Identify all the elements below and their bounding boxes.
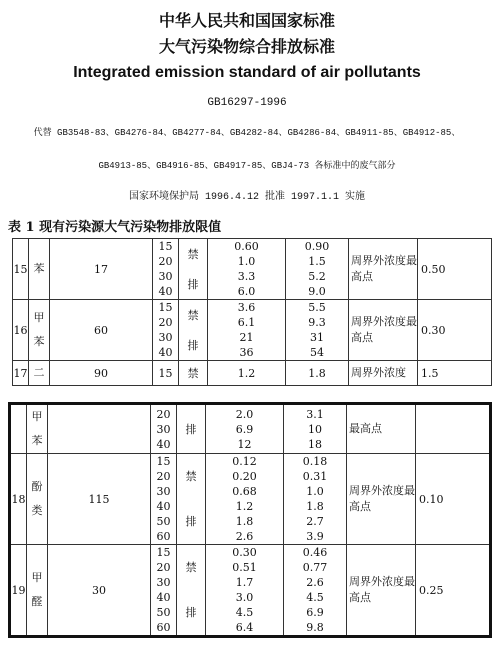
pollutant-name <box>29 300 50 361</box>
rate-value-1-value: 6.0 <box>237 285 256 298</box>
stack-height-value: 60 <box>156 530 171 543</box>
pollutant-name <box>27 545 48 637</box>
rate-value-1-value: 1.0 <box>237 255 256 268</box>
stack-height-value: 40 <box>158 346 173 359</box>
stack-height-value: 30 <box>158 270 173 283</box>
rate-value-1-value: 0.51 <box>232 561 257 574</box>
prohibited-mark <box>177 454 206 545</box>
stack-height-value: 15 <box>158 301 173 314</box>
prohibited-char: 禁 <box>187 366 199 380</box>
rate-value-2-value: 54 <box>310 346 324 359</box>
stack-height-value: 20 <box>156 561 171 574</box>
stack-height <box>151 545 177 637</box>
row-number: 16 <box>13 300 29 361</box>
stack-height-value: 40 <box>156 437 171 451</box>
stack-height <box>153 300 179 361</box>
monitoring-point: 周界外浓度最高点 <box>347 545 416 637</box>
replaces-line-1: 代替 GB3548-83、GB4276-84、GB4277-84、GB4282-84、GB4286-84、GB4911-85、GB4912-85、 <box>33 128 461 138</box>
rate-value-2-value: 2.6 <box>306 576 324 589</box>
stack-height-value: 20 <box>158 255 173 268</box>
rate-value-1-value: 6.1 <box>237 316 256 329</box>
rate-value-1 <box>206 454 284 545</box>
emission-value <box>48 404 151 454</box>
rate-value-2-value: 10 <box>308 422 322 436</box>
rate-value-2-value: 9.3 <box>308 316 326 329</box>
concentration-limit: 0.30 <box>418 300 492 361</box>
prohibited-char: 排 <box>187 277 199 291</box>
rate-value-2 <box>284 454 347 545</box>
stack-height-value: 20 <box>158 316 173 329</box>
prohibited-char: 排 <box>185 515 197 528</box>
stack-height-value: 40 <box>156 591 171 604</box>
prohibited-mark <box>179 239 208 300</box>
stack-height-value: 30 <box>156 576 171 589</box>
monitoring-point: 最高点 <box>347 404 416 454</box>
rate-value-1-value: 0.20 <box>232 470 257 483</box>
prohibited-mark <box>179 361 208 386</box>
stack-height-value: 40 <box>156 500 171 513</box>
emission-table-lower <box>8 402 492 638</box>
emission-value: 115 <box>48 454 151 545</box>
rate-value-1-value: 12 <box>237 437 252 451</box>
rate-value-1-value: 1.8 <box>235 515 254 528</box>
row-number: 17 <box>13 361 29 386</box>
monitoring-point: 周界外浓度 <box>349 361 418 386</box>
rate-value-2-value: 3.9 <box>306 530 324 543</box>
pollutant-name-char: 类 <box>31 504 43 517</box>
rate-value-2-value: 3.1 <box>306 407 324 421</box>
pollutant-name <box>29 239 50 300</box>
rate-value-1-value: 4.5 <box>235 606 254 619</box>
rate-value-2-value: 18 <box>308 437 322 451</box>
concentration-limit: 0.10 <box>416 454 491 545</box>
stack-height-value: 15 <box>156 455 171 468</box>
concentration-limit: 0.50 <box>418 239 492 300</box>
rate-value-1-value: 6.9 <box>235 422 254 436</box>
pollutant-name-char: 二 <box>33 366 45 379</box>
prohibited-mark <box>179 300 208 361</box>
rate-value-1-value: 21 <box>239 331 254 344</box>
monitoring-point: 周界外浓度最高点 <box>349 239 418 300</box>
rate-value-2 <box>286 239 349 300</box>
title-en: Integrated emission standard of air pollutants <box>73 64 421 81</box>
rate-value-1-value: 6.4 <box>235 621 254 634</box>
rate-value-2-value: 0.90 <box>304 240 330 253</box>
stack-height-value: 60 <box>156 621 171 634</box>
standard-number: GB16297-1996 <box>207 97 287 109</box>
row-number <box>10 404 27 454</box>
rate-value-2 <box>286 361 349 386</box>
prohibited-char: 排 <box>185 606 197 619</box>
pollutant-name-char: 苯 <box>33 262 45 275</box>
pollutant-name <box>27 454 48 545</box>
concentration-limit: 0.25 <box>416 545 491 637</box>
rate-value-1 <box>206 545 284 637</box>
prohibited-char: 禁 <box>185 470 197 483</box>
title-cn-1: 中华人民共和国国家标准 <box>158 11 335 30</box>
prohibited-char: 排 <box>185 422 197 436</box>
rate-value-2-value: 31 <box>310 331 324 344</box>
rate-value-1-value: 0.68 <box>232 485 257 498</box>
title-cn-2: 大气污染物综合排放标准 <box>158 37 335 56</box>
pollutant-name <box>29 361 50 386</box>
concentration-limit: 1.5 <box>418 361 492 386</box>
stack-height-value: 20 <box>156 407 171 421</box>
stack-height <box>151 454 177 545</box>
pollutant-name-char: 苯 <box>31 434 43 447</box>
concentration-limit <box>416 404 491 454</box>
row-number: 18 <box>10 454 27 545</box>
rate-value-2-value: 0.18 <box>302 455 328 468</box>
rate-value-2-value: 6.9 <box>306 606 324 619</box>
rate-value-1-value: 3.0 <box>235 591 254 604</box>
emission-value: 90 <box>50 361 153 386</box>
prohibited-char: 禁 <box>185 561 197 574</box>
pollutant-name-char: 醛 <box>31 595 43 608</box>
rate-value-2-value: 2.7 <box>306 515 324 528</box>
rate-value-2-value: 4.5 <box>306 591 324 604</box>
rate-value-2 <box>284 404 347 454</box>
rate-value-1-value: 2.0 <box>235 407 254 421</box>
prohibited-mark <box>177 404 206 454</box>
rate-value-2-value: 1.0 <box>306 485 324 498</box>
prohibited-char: 排 <box>187 338 199 352</box>
monitoring-point: 周界外浓度最高点 <box>349 300 418 361</box>
rate-value-1-value: 0.30 <box>232 546 257 559</box>
rate-value-1-value: 1.2 <box>237 366 256 380</box>
rate-value-1-value: 1.2 <box>235 500 254 513</box>
rate-value-2-value: 9.0 <box>308 285 326 298</box>
rate-value-1-value: 36 <box>239 346 254 359</box>
emission-value: 60 <box>50 300 153 361</box>
rate-value-2-value: 0.77 <box>302 561 328 574</box>
stack-height-value: 30 <box>156 485 171 498</box>
rate-value-1-value: 3.6 <box>237 301 256 314</box>
rate-value-2-value: 9.8 <box>306 621 324 634</box>
prohibited-mark <box>177 545 206 637</box>
row-number: 19 <box>10 545 27 637</box>
rate-value-1-value: 0.60 <box>234 240 259 253</box>
pollutant-name <box>27 404 48 454</box>
rate-value-1-value: 3.3 <box>237 270 256 283</box>
pollutant-name-char: 甲 <box>31 571 43 584</box>
stack-height-value: 50 <box>156 515 171 528</box>
rate-value-2-value: 5.5 <box>308 301 326 314</box>
issue-line: 国家环境保护局 1996.4.12 批准 1997.1.1 实施 <box>128 192 366 203</box>
stack-height <box>151 404 177 454</box>
emission-table-upper <box>12 238 492 386</box>
emission-value: 30 <box>48 545 151 637</box>
stack-height-value: 15 <box>158 366 173 380</box>
rate-value-2-value: 5.2 <box>308 270 326 283</box>
rate-value-2-value: 1.5 <box>308 255 326 268</box>
rate-value-2-value: 0.31 <box>302 470 328 483</box>
stack-height <box>153 239 179 300</box>
table-row <box>13 239 492 300</box>
prohibited-char: 禁 <box>187 308 199 322</box>
rate-value-2-value: 1.8 <box>308 366 326 380</box>
stack-height <box>153 361 179 386</box>
prohibited-char: 禁 <box>187 247 199 261</box>
table-row <box>13 300 492 361</box>
rate-value-1 <box>208 239 286 300</box>
rate-value-1 <box>208 361 286 386</box>
replaces-line-2: GB4913-85、GB4916-85、GB4917-85、GBJ4-73 各标准中的废气部分 <box>98 161 396 171</box>
rate-value-1-value: 1.7 <box>235 576 254 589</box>
stack-height-value: 15 <box>158 240 173 253</box>
table-row <box>10 545 491 637</box>
stack-height-value: 30 <box>156 422 171 436</box>
table-row <box>10 454 491 545</box>
rate-value-1-value: 2.6 <box>235 530 254 543</box>
monitoring-point: 周界外浓度最高点 <box>347 454 416 545</box>
row-number: 15 <box>13 239 29 300</box>
stack-height-value: 50 <box>156 606 171 619</box>
rate-value-1 <box>206 404 284 454</box>
stack-height-value: 30 <box>158 331 173 344</box>
pollutant-name-char: 苯 <box>33 335 45 348</box>
table-caption: 表 1 现有污染源大气污染物排放限值 <box>8 220 222 235</box>
pollutant-name-char: 甲 <box>31 410 43 423</box>
stack-height-value: 20 <box>156 470 171 483</box>
rate-value-1-value: 0.12 <box>232 455 257 468</box>
table-row <box>10 404 491 454</box>
rate-value-2-value: 1.8 <box>306 500 324 513</box>
emission-value: 17 <box>50 239 153 300</box>
table-row <box>13 361 492 386</box>
stack-height-value: 40 <box>158 285 173 298</box>
rate-value-2 <box>284 545 347 637</box>
pollutant-name-char: 酚 <box>31 480 43 493</box>
stack-height-value: 15 <box>156 546 171 559</box>
rate-value-2-value: 0.46 <box>302 546 328 559</box>
pollutant-name-char: 甲 <box>33 311 45 324</box>
rate-value-1 <box>208 300 286 361</box>
rate-value-2 <box>286 300 349 361</box>
